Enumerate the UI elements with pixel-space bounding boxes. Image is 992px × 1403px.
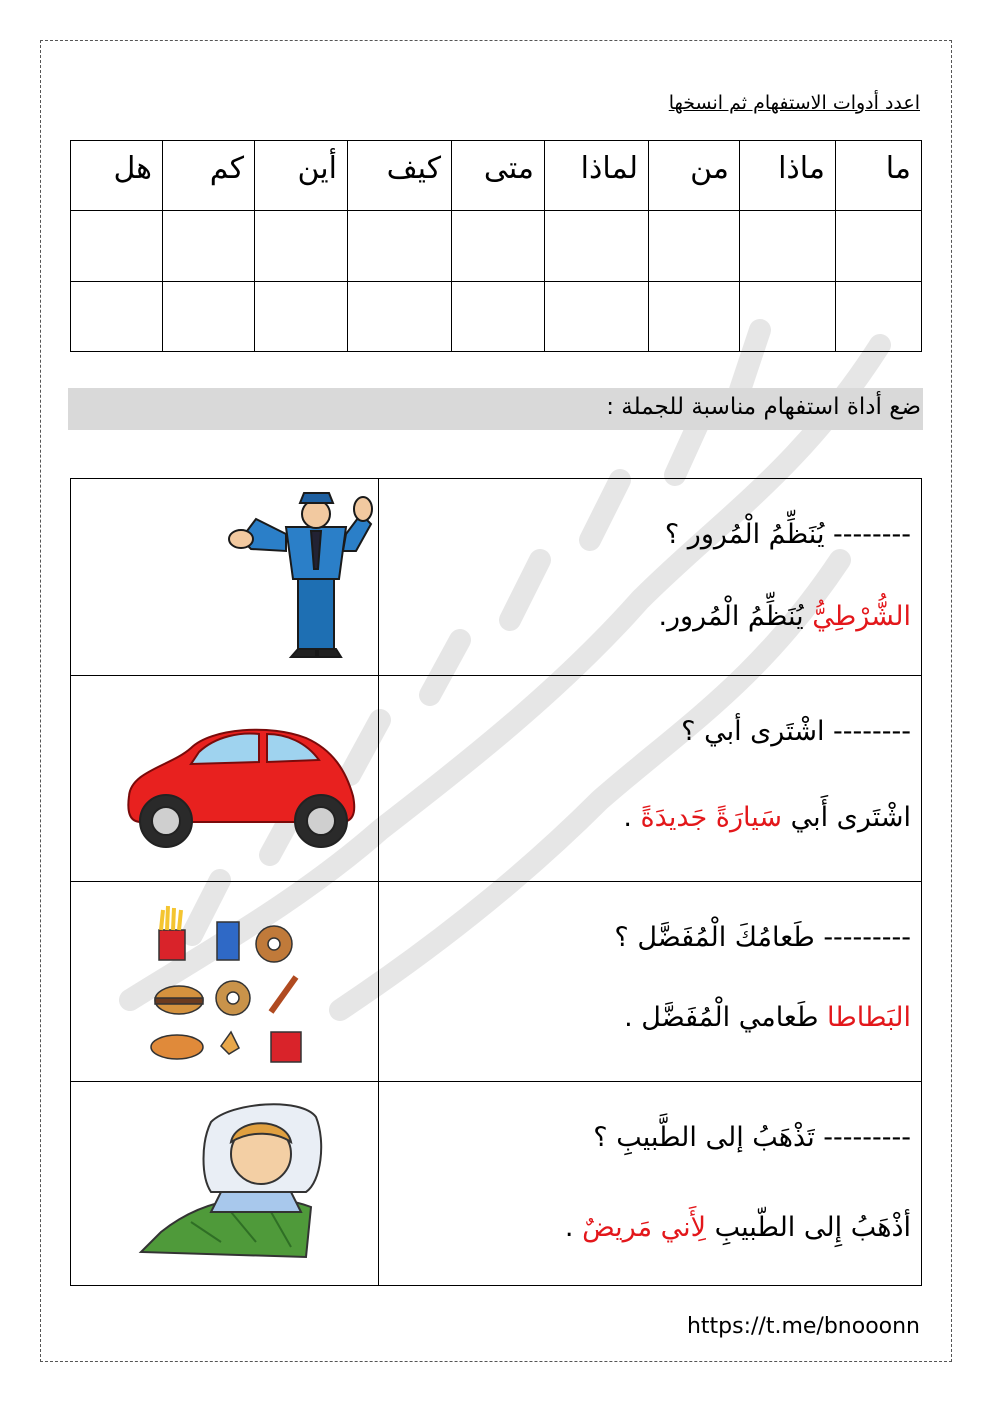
blank-cell[interactable] (740, 281, 836, 351)
picture-cell (71, 479, 379, 676)
footer-link[interactable]: https://t.me/bnooonn (686, 1314, 920, 1339)
blank-cell[interactable] (71, 281, 163, 351)
picture-cell (71, 676, 379, 882)
answer-text: اشْتَرى أَبي (782, 802, 911, 833)
tool-cell: لماذا (545, 141, 649, 211)
sentence-cell (379, 882, 922, 1082)
question-line: --------- طَعامُكَ الْمُفَضَّل ؟ (614, 922, 911, 953)
tool-cell: هل (71, 141, 163, 211)
exercise-banner (68, 388, 923, 430)
blank-cell[interactable] (649, 211, 740, 281)
answer-line (658, 601, 911, 632)
answer-text: طَعامي الْمُفَضَّل . (624, 1002, 828, 1033)
picture-cell (71, 882, 379, 1082)
sick-boy-picture (71, 1082, 379, 1286)
sentences-table (70, 478, 922, 1286)
blank-cell[interactable] (836, 211, 922, 281)
blank-cell[interactable] (71, 211, 163, 281)
answer-line (624, 1002, 911, 1033)
answer-text: أذْهَبُ إِلى الطّبيبِ (706, 1212, 911, 1243)
blank-cell[interactable] (163, 211, 255, 281)
answer-highlight: لِأَني مَريضٌ (582, 1212, 707, 1243)
sentence-cell (379, 479, 922, 676)
question-line: -------- يُنَظِّمُ الْمُرور ؟ (664, 519, 911, 550)
question-tools-table (70, 140, 922, 352)
answer-line (565, 1212, 911, 1243)
page-title: اعدد أدوات الاستفهام ثم انسخها (668, 92, 920, 114)
blank-cell[interactable] (348, 281, 452, 351)
answer-text: يُنَظِّمُ الْمُرور. (658, 601, 813, 632)
blank-cell[interactable] (545, 211, 649, 281)
tool-cell: كيف (348, 141, 452, 211)
sentence-cell (379, 1082, 922, 1286)
blank-cell[interactable] (649, 281, 740, 351)
car-picture (71, 676, 379, 882)
blank-cell[interactable] (255, 281, 348, 351)
blank-cell[interactable] (836, 281, 922, 351)
tool-cell: ماذا (740, 141, 836, 211)
answer-text: . (564, 1212, 583, 1243)
answer-highlight: سَيارَةً جَديدَةً (640, 802, 782, 833)
answer-text: . (623, 802, 641, 833)
tool-cell: كم (163, 141, 255, 211)
tool-cell: من (649, 141, 740, 211)
policeman-picture (71, 479, 379, 676)
blank-cell[interactable] (255, 211, 348, 281)
tool-cell: ما (836, 141, 922, 211)
blank-cell[interactable] (545, 281, 649, 351)
blank-cell[interactable] (452, 281, 545, 351)
fast-food-picture (71, 882, 379, 1082)
question-line: -------- اشْتَرى أبي ؟ (681, 716, 911, 747)
answer-highlight: الشُّرْطِيُّ (812, 601, 911, 632)
blank-cell[interactable] (452, 211, 545, 281)
question-line: --------- تَذْهَبُ إلى الطَّبيبِ ؟ (593, 1122, 911, 1153)
blank-cell[interactable] (740, 211, 836, 281)
tool-cell: متى (452, 141, 545, 211)
tool-cell: أين (255, 141, 348, 211)
blank-cell[interactable] (163, 281, 255, 351)
exercise-title: ضع أداة استفهام مناسبة للجملة : (606, 394, 921, 420)
sentence-cell (379, 676, 922, 882)
blank-cell[interactable] (348, 211, 452, 281)
answer-highlight: البَطاطا (827, 1002, 911, 1033)
answer-line (623, 802, 911, 833)
picture-cell (71, 1082, 379, 1286)
